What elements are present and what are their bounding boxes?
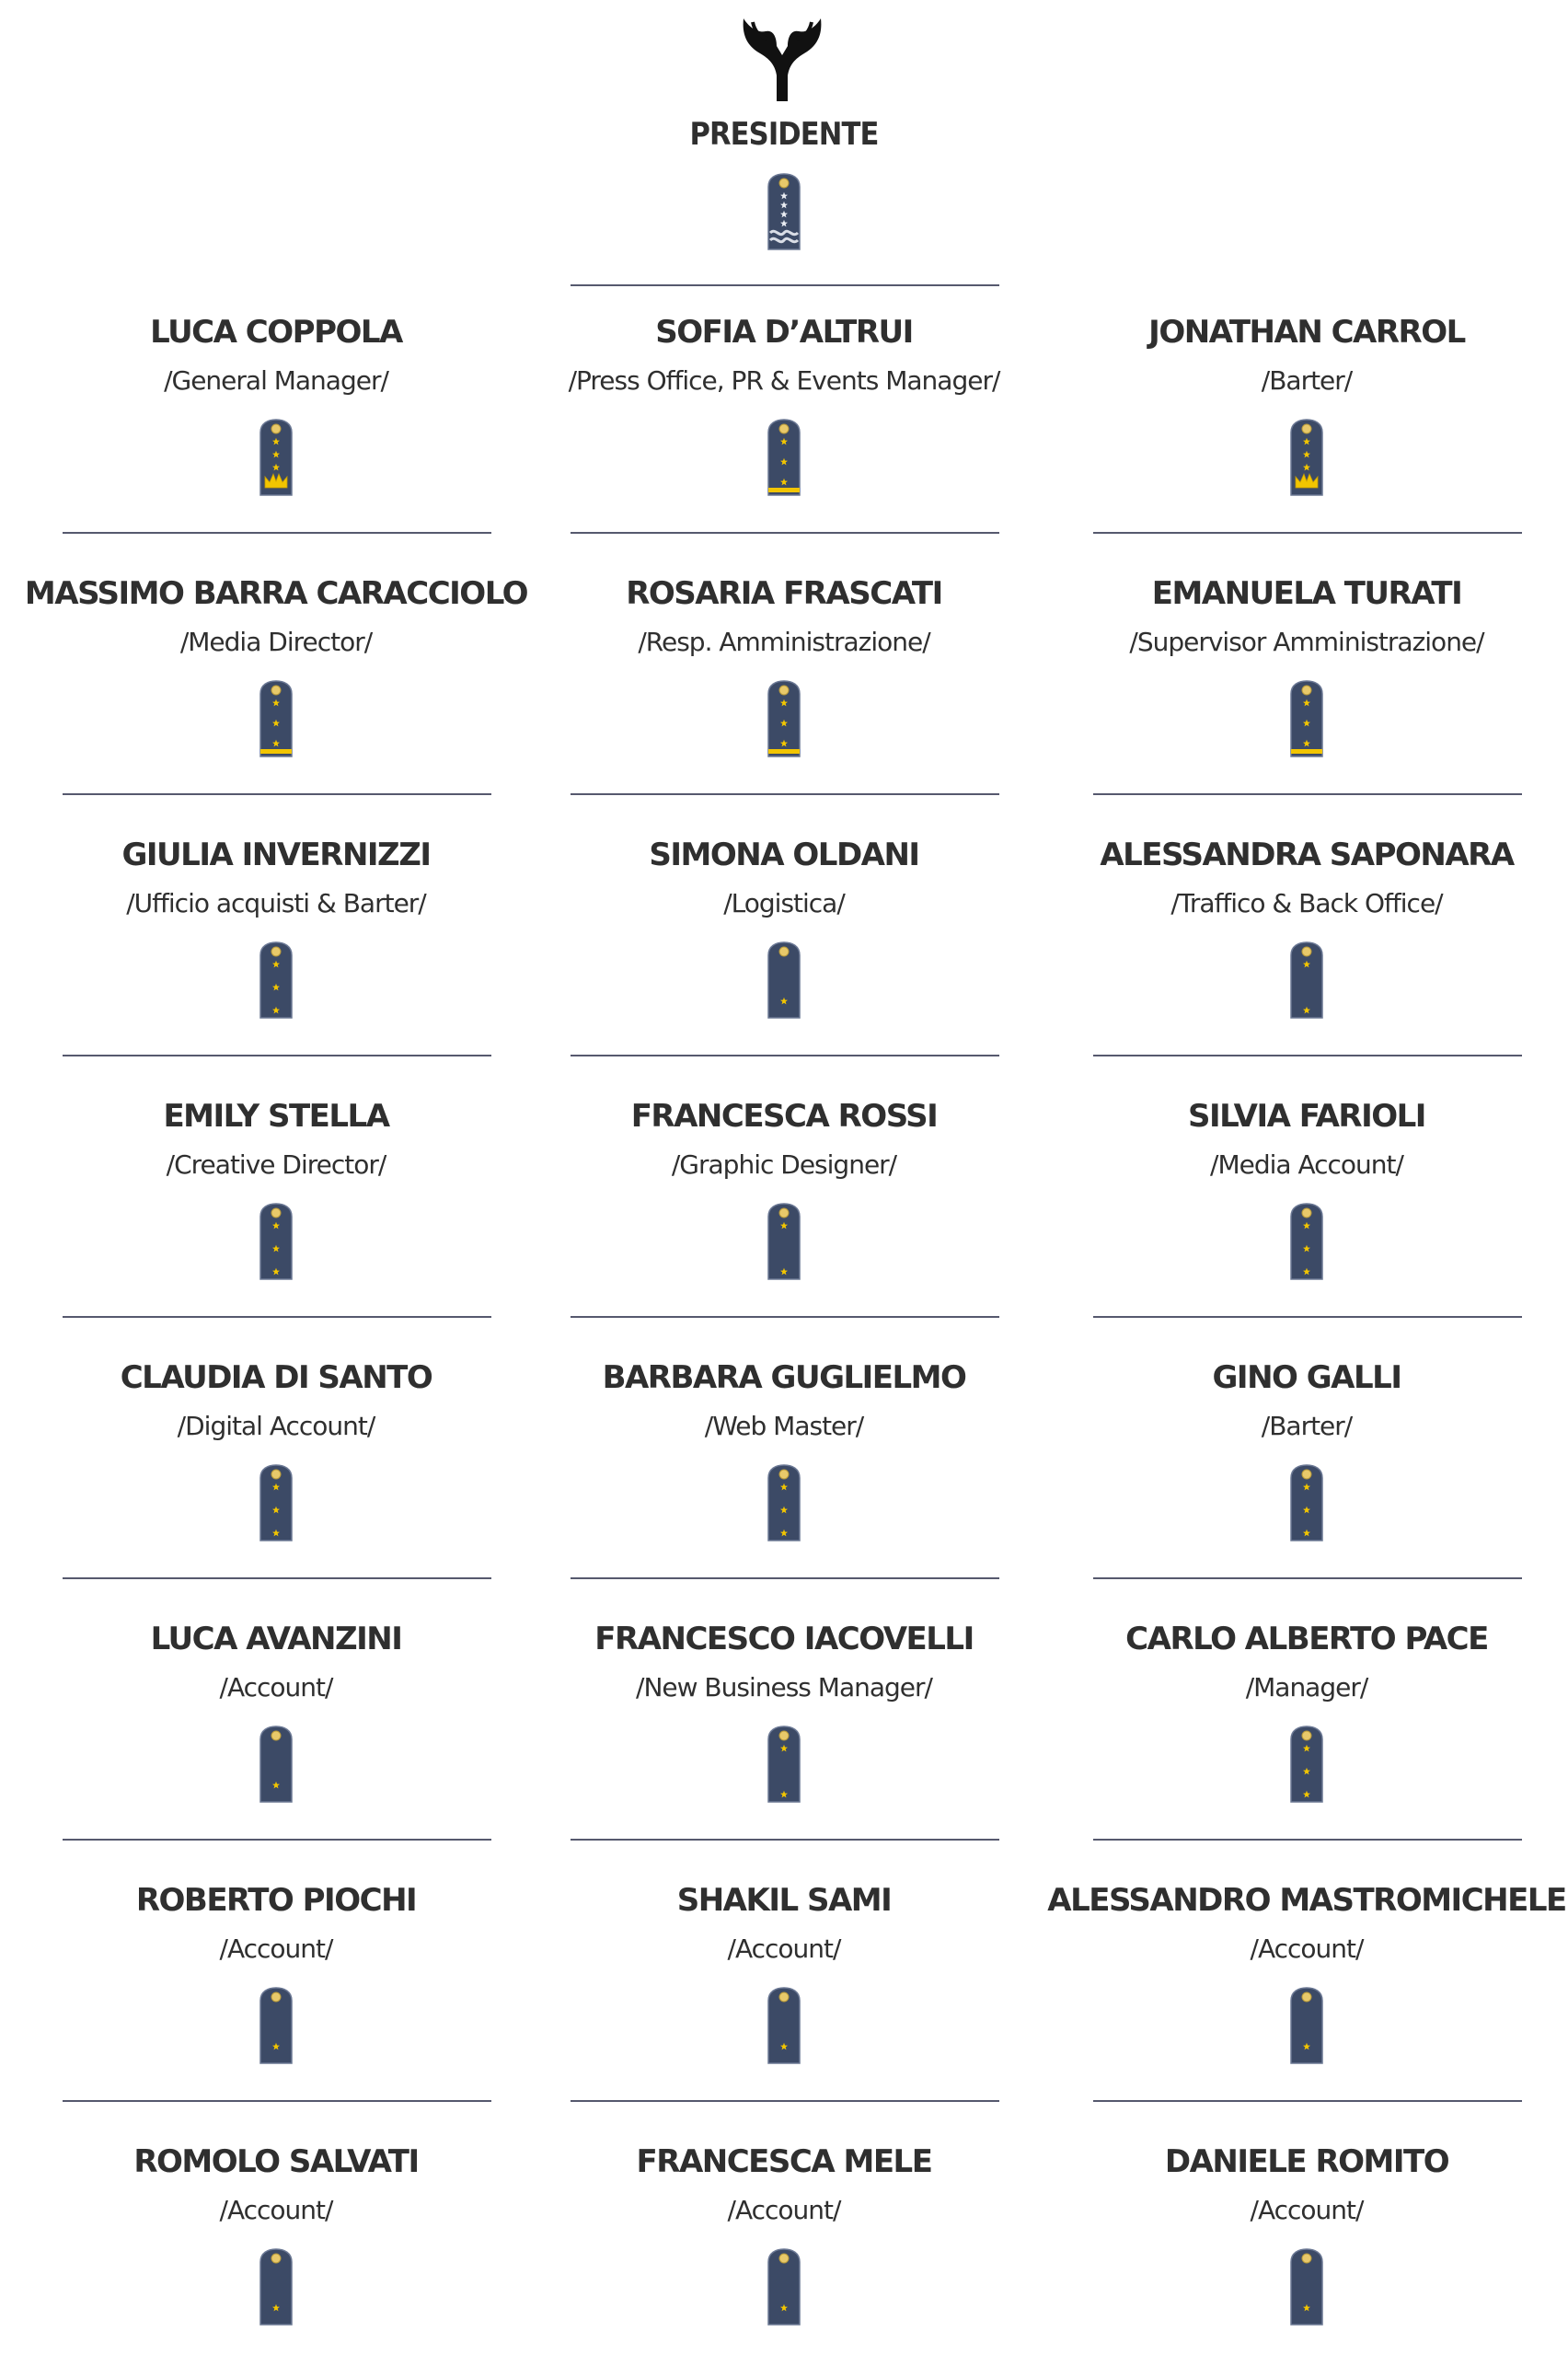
staff-role: /New Business Manager/ [636, 1672, 932, 1703]
staff-name: FRANCESCA MELE [636, 2143, 932, 2180]
epaulette-button [1302, 2254, 1311, 2263]
staff-role: /Account/ [727, 1934, 841, 1964]
staff-card [508, 810, 1060, 1071]
epaulette-button [779, 1470, 789, 1479]
epaulette-button [1302, 1992, 1311, 2002]
staff-card [0, 1071, 552, 1333]
staff-card [1031, 2117, 1568, 2378]
divider [1093, 1055, 1522, 1056]
staff-card [508, 2117, 1060, 2378]
epaulette-button [779, 2254, 789, 2263]
staff-role: /Account/ [219, 1934, 333, 1964]
staff-card [1031, 810, 1568, 1071]
staff-name: ALESSANDRA SAPONARA [1100, 837, 1514, 873]
epaulette-rank-icon [1287, 1463, 1326, 1542]
rank-bar [768, 488, 800, 492]
divider [1093, 1577, 1522, 1579]
epaulette-button [1302, 686, 1311, 695]
raised-hands-logo-icon [738, 18, 826, 101]
staff-role: /Account/ [727, 2195, 841, 2225]
epaulette-rank-icon [257, 2247, 295, 2326]
divider [1093, 793, 1522, 795]
epaulette-button [271, 2254, 281, 2263]
staff-card [0, 1855, 552, 2117]
staff-card [508, 1071, 1060, 1333]
staff-name: LUCA COPPOLA [150, 314, 402, 351]
divider [571, 284, 999, 286]
staff-card [0, 1333, 552, 1594]
epaulette-rank-icon [765, 941, 803, 1020]
epaulette-rank-icon [1287, 1725, 1326, 1804]
staff-card [1031, 1333, 1568, 1594]
epaulette-button [271, 424, 281, 433]
epaulette-button [779, 1208, 789, 1218]
staff-card [1031, 287, 1568, 548]
divider [1093, 532, 1522, 534]
staff-card [0, 1594, 552, 1855]
staff-role: /General Manager/ [164, 365, 388, 396]
staff-card [1031, 548, 1568, 810]
staff-card [508, 1855, 1060, 2117]
president-title: PRESIDENTE [689, 116, 879, 153]
staff-name: FRANCESCO IACOVELLI [594, 1621, 974, 1657]
staff-role: /Account/ [1250, 2195, 1364, 2225]
staff-card [508, 1594, 1060, 1855]
epaulette-button [271, 1470, 281, 1479]
staff-role: /Creative Director/ [166, 1149, 386, 1180]
epaulette-button [779, 1992, 789, 2002]
staff-row [0, 1594, 1568, 1855]
staff-row [0, 810, 1568, 1071]
epaulette-rank-icon [765, 1986, 803, 2065]
staff-role: /Digital Account/ [177, 1411, 375, 1441]
staff-name: SIMONA OLDANI [649, 837, 919, 873]
rank-bar [768, 749, 800, 754]
staff-role: /Barter/ [1261, 1411, 1353, 1441]
epaulette-button [271, 1731, 281, 1740]
staff-role: /Press Office, PR & Events Manager/ [568, 365, 1000, 396]
rank-bar [260, 749, 292, 754]
epaulette-rank-icon [765, 172, 803, 251]
staff-name: ALESSANDRO MASTROMICHELE [1047, 1882, 1566, 1919]
staff-card [1031, 1594, 1568, 1855]
epaulette-rank-icon [257, 679, 295, 758]
epaulette-rank-icon [765, 679, 803, 758]
divider [63, 793, 491, 795]
divider [63, 1055, 491, 1056]
staff-name: SILVIA FARIOLI [1188, 1098, 1425, 1135]
staff-card [0, 810, 552, 1071]
staff-name: ROMOLO SALVATI [133, 2143, 419, 2180]
epaulette-button [271, 947, 281, 956]
staff-role: /Resp. Amministrazione/ [638, 627, 930, 657]
staff-name: DANIELE ROMITO [1164, 2143, 1449, 2180]
staff-card [0, 287, 552, 548]
staff-name: EMILY STELLA [163, 1098, 389, 1135]
epaulette-rank-icon [1287, 418, 1326, 497]
epaulette-rank-icon [765, 1725, 803, 1804]
epaulette-button [1302, 947, 1311, 956]
epaulette-button [1302, 1208, 1311, 1218]
divider [1093, 1316, 1522, 1318]
divider [63, 532, 491, 534]
staff-name: ROBERTO PIOCHI [135, 1882, 417, 1919]
staff-role: /Barter/ [1261, 365, 1353, 396]
epaulette-rank-icon [1287, 1986, 1326, 2065]
staff-name: SHAKIL SAMI [676, 1882, 892, 1919]
divider [63, 2100, 491, 2102]
staff-role: /Account/ [1250, 1934, 1364, 1964]
epaulette-rank-icon [257, 1725, 295, 1804]
epaulette-rank-icon [1287, 679, 1326, 758]
staff-card [1031, 1855, 1568, 2117]
epaulette-button [779, 424, 789, 433]
epaulette-rank-icon [765, 1463, 803, 1542]
divider [571, 793, 999, 795]
staff-card [1031, 1071, 1568, 1333]
staff-grid [0, 287, 1568, 2378]
epaulette-rank-icon [1287, 1202, 1326, 1281]
epaulette-rank-icon [257, 418, 295, 497]
staff-name: FRANCESCA ROSSI [630, 1098, 938, 1135]
staff-card [0, 548, 552, 810]
staff-row [0, 2117, 1568, 2378]
divider [63, 1577, 491, 1579]
epaulette-button [271, 686, 281, 695]
epaulette-button [271, 1992, 281, 2002]
staff-role: /Account/ [219, 1672, 333, 1703]
epaulette-button [1302, 424, 1311, 433]
epaulette-button [271, 1208, 281, 1218]
staff-name: LUCA AVANZINI [150, 1621, 402, 1657]
staff-card [508, 1333, 1060, 1594]
divider [1093, 2100, 1522, 2102]
staff-name: ROSARIA FRASCATI [626, 575, 942, 612]
president-section [0, 0, 1568, 276]
staff-name: GIULIA INVERNIZZI [121, 837, 431, 873]
epaulette-rank-icon [257, 1986, 295, 2065]
staff-row [0, 1071, 1568, 1333]
divider [571, 1577, 999, 1579]
epaulette-button [779, 686, 789, 695]
staff-role: /Logistica/ [723, 888, 845, 918]
epaulette-button [779, 1731, 789, 1740]
staff-name: CARLO ALBERTO PACE [1125, 1621, 1488, 1657]
staff-name: MASSIMO BARRA CARACCIOLO [24, 575, 528, 612]
epaulette-rank-icon [1287, 2247, 1326, 2326]
staff-role: /Web Master/ [704, 1411, 864, 1441]
epaulette-button [779, 179, 789, 188]
staff-card [508, 287, 1060, 548]
staff-card [0, 2117, 552, 2378]
staff-row [0, 1855, 1568, 2117]
rank-bar [1291, 749, 1322, 754]
divider [63, 1316, 491, 1318]
epaulette-rank-icon [257, 1463, 295, 1542]
divider [571, 1839, 999, 1841]
epaulette-button [779, 947, 789, 956]
epaulette-rank-icon [257, 1202, 295, 1281]
epaulette-rank-icon [257, 941, 295, 1020]
staff-row [0, 1333, 1568, 1594]
staff-role: /Ufficio acquisti & Barter/ [126, 888, 426, 918]
staff-name: BARBARA GUGLIELMO [602, 1359, 966, 1396]
epaulette-rank-icon [765, 1202, 803, 1281]
staff-role: /Media Account/ [1210, 1149, 1403, 1180]
epaulette-rank-icon [765, 2247, 803, 2326]
staff-name: SOFIA D’ALTRUI [655, 314, 913, 351]
staff-card [508, 548, 1060, 810]
staff-row [0, 287, 1568, 548]
staff-role: /Graphic Designer/ [671, 1149, 897, 1180]
divider [571, 1316, 999, 1318]
divider [571, 1055, 999, 1056]
staff-role: /Account/ [219, 2195, 333, 2225]
staff-role: /Manager/ [1245, 1672, 1368, 1703]
divider [571, 2100, 999, 2102]
epaulette-rank-icon [765, 418, 803, 497]
staff-name: EMANUELA TURATI [1151, 575, 1462, 612]
staff-name: JONATHAN CARROL [1148, 314, 1465, 351]
staff-role: /Media Director/ [179, 627, 373, 657]
staff-name: GINO GALLI [1212, 1359, 1401, 1396]
staff-role: /Supervisor Amministrazione/ [1129, 627, 1484, 657]
epaulette-button [1302, 1731, 1311, 1740]
epaulette-button [1302, 1470, 1311, 1479]
staff-role: /Traffico & Back Office/ [1170, 888, 1443, 918]
staff-row [0, 548, 1568, 810]
divider [63, 1839, 491, 1841]
divider [1093, 1839, 1522, 1841]
divider [571, 532, 999, 534]
epaulette-rank-icon [1287, 941, 1326, 1020]
staff-name: CLAUDIA DI SANTO [120, 1359, 432, 1396]
